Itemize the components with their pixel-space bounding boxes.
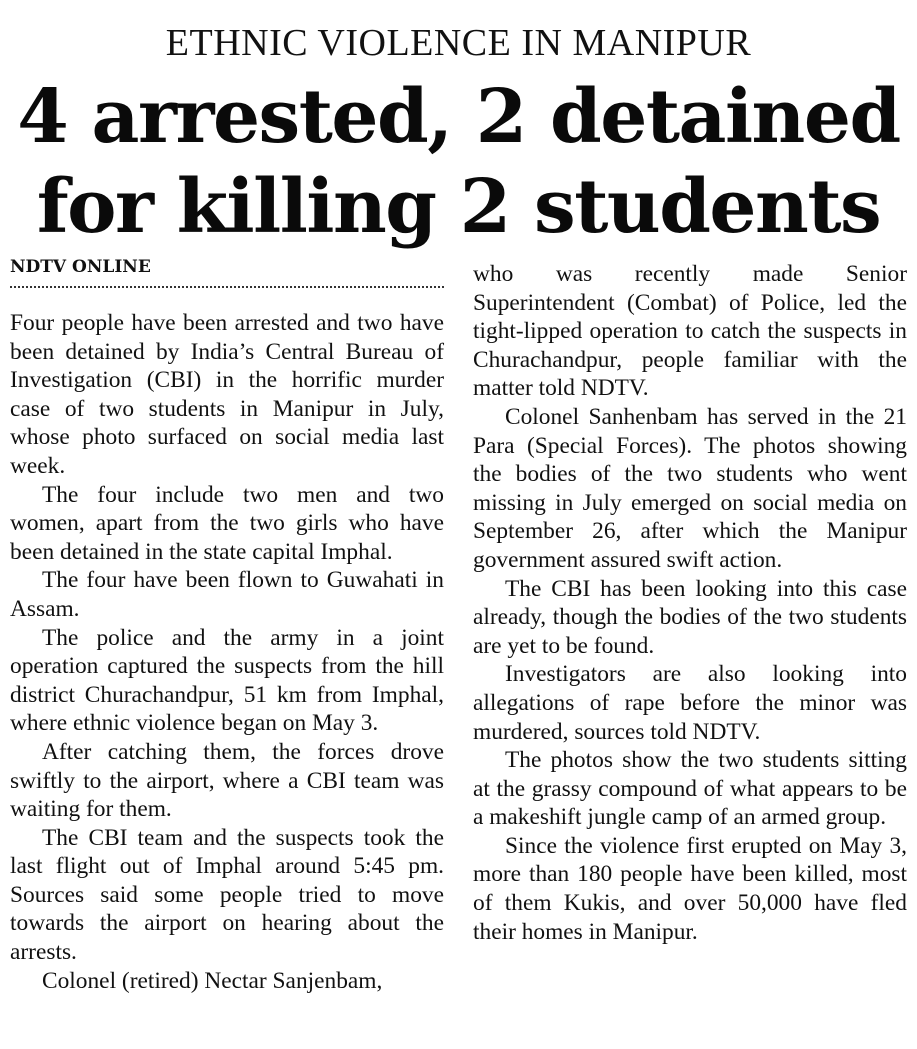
paragraph: Four people have been arrested and two have been detained by India’s Central Bureau of Investigation (CBI) in the horrific murder case of two students in Manipur in July, whose photo surfaced on social media last week. xyxy=(10,310,444,479)
headline xyxy=(0,72,917,252)
kicker-label: ETHNIC VIOLENCE IN MANIPUR xyxy=(165,22,752,64)
paragraph: After catching them, the forces drove swiftly to the airport, where a CBI team was waiting for them. xyxy=(10,738,444,823)
article-column-right xyxy=(473,260,907,946)
paragraph: Investigators are also looking into allegations of rape before the minor was murdered, sources told NDTV. xyxy=(473,661,907,745)
paragraph: Since the violence first erupted on May 3, more than 180 people have been killed, most of them Kukis, and over 50,000 have fled their homes in Manipur. xyxy=(473,832,907,945)
headline-line-1: 4 arrested, 2 detained xyxy=(17,74,900,160)
headline-line-2: for killing 2 students xyxy=(36,164,881,250)
paragraph: The four include two men and two women, apart from the two girls who have been detained in the state capital Imphal. xyxy=(10,481,444,565)
paragraph: The CBI team and the suspects took the last flight out of Imphal around 5:45 pm. Sources said some people tried to move towards the airport on hearing about the arrests. xyxy=(10,824,444,966)
paragraph: The police and the army in a joint operation captured the suspects from the hill district Churachandpur, 51 km from Imphal, where ethnic violence began on May 3. xyxy=(10,624,444,737)
byline: NDTV ONLINE xyxy=(10,256,444,288)
paragraph: The four have been flown to Guwahati in Assam. xyxy=(10,567,444,622)
paragraph: Colonel Sanhenbam has served in the 21 Para (Special Forces). The photos showing the bodies of the two students who went missing in July emerged on social media on September 26, after which the Manipur government assured swift action. xyxy=(473,403,907,573)
article-column-left xyxy=(10,309,444,995)
paragraph: Colonel (retired) Nectar Sanjenbam, xyxy=(42,967,383,994)
paragraph: who was recently made Senior Superintendent (Combat) of Police, led the tight-lipped operation to catch the suspects in Churachandpur, people familiar with the matter told NDTV. xyxy=(473,261,907,402)
paragraph: The photos show the two students sitting at the grassy compound of what appears to be a makeshift jungle camp of an armed group. xyxy=(473,747,907,831)
paragraph: The CBI has been looking into this case already, though the bodies of the two students are yet to be found. xyxy=(473,575,907,659)
